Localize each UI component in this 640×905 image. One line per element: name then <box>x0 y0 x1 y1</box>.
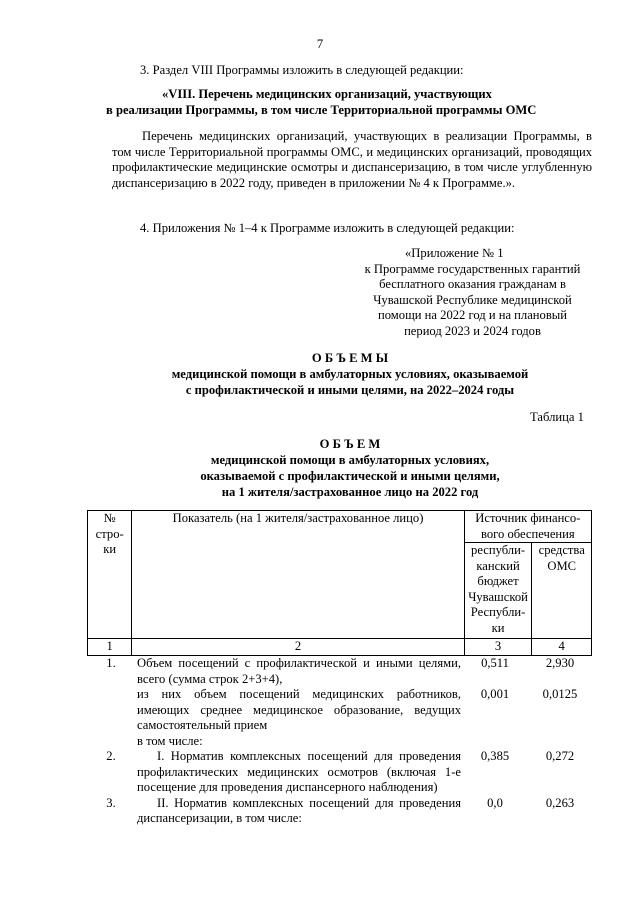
table-row <box>87 734 592 750</box>
row-oms-value <box>529 734 591 750</box>
row-number: 2. <box>106 749 116 763</box>
table-row <box>87 749 592 796</box>
table-row <box>87 656 592 687</box>
main-title: О Б Ъ Е М Ы <box>311 351 389 365</box>
table-body <box>87 656 592 827</box>
row-oms-value: 0,272 <box>545 749 575 763</box>
volume-table <box>87 510 592 656</box>
page-number: 7 <box>316 37 324 51</box>
row-text: в том числе: <box>137 733 203 748</box>
main-subtitle-line: медицинской помощи в амбулаторных условиях, оказываемой <box>171 367 529 381</box>
column-number: 1 <box>88 639 132 656</box>
section-title-line-1: «VIII. Перечень медицинских организаций, участвующих <box>162 87 492 101</box>
row-text: из них объем посещений медицинских работников, имеющих среднее медицинское образование, ведущих самостоятельный прием <box>137 687 461 732</box>
table-row <box>87 796 592 827</box>
row-budget-value: 0,511 <box>481 656 509 670</box>
row-text: I. Норматив комплексных посещений для проведения профилактических медицинских осмотров (включая 1-е посещение для проведения диспансерного наблюдения) <box>137 749 461 794</box>
column-number: 2 <box>132 639 464 656</box>
main-subtitle-line: с профилактической и иными целями, на 2022–2024 годы <box>185 383 515 397</box>
appendix-line: к Программе государственных гарантий <box>364 261 581 276</box>
table-subtitle-line: медицинской помощи в амбулаторных условиях, <box>210 453 490 467</box>
table-row <box>87 687 592 734</box>
appendix-line: помощи на 2022 год и на плановый <box>378 308 567 322</box>
column-number: 3 <box>464 639 532 656</box>
appendix-line: период 2023 и 2024 годов <box>404 323 541 338</box>
header-funding-source: Источник финансо-вого обеспечения <box>464 511 591 543</box>
appendix-line: бесплатного оказания гражданам в <box>379 277 566 291</box>
row-budget-value: 0,385 <box>480 749 510 763</box>
row-budget-value: 0,001 <box>480 687 510 701</box>
column-number: 4 <box>532 639 592 656</box>
row-text: II. Норматив комплексных посещений для проведения диспансеризации, в том числе: <box>137 795 461 825</box>
item-3: 3. Раздел VIII Программы изложить в следующей редакции: <box>140 63 464 77</box>
header-republic-budget: республи-канский бюджет Чувашской Республи-ки <box>464 543 532 639</box>
section-title-line-2: в реализации Программы, в том числе Территориальной программы ОМС <box>106 103 537 117</box>
header-indicator: Показатель (на 1 жителя/застрахованное лицо) <box>132 511 464 639</box>
row-text: Объем посещений с профилактической и иными целями, всего (сумма строк 2+3+4), <box>137 656 461 686</box>
item-4: 4. Приложения № 1–4 к Программе изложить в следующей редакции: <box>140 221 515 235</box>
row-budget-value: 0,0 <box>487 795 503 810</box>
appendix-note <box>345 246 600 339</box>
row-number <box>87 687 135 734</box>
appendix-line: Чувашской Республике медицинской <box>373 292 572 307</box>
header-oms-funds: средства ОМС <box>532 543 592 639</box>
header-row-number: № стро-ки <box>88 511 132 639</box>
table-label: Таблица 1 <box>530 410 584 424</box>
appendix-line: «Приложение № 1 <box>405 246 504 260</box>
row-oms-value: 0,263 <box>545 795 575 810</box>
row-oms-value: 2,930 <box>545 656 575 670</box>
row-number: 3. <box>106 795 116 810</box>
section-paragraph: Перечень медицинских организаций, участвующих в реализации Программы, в том числе Территориальной программы ОМС, и медицинских организаций, проводящих профилактические медицинские осмотры и диспансеризацию, в том числе углубленную диспансеризацию в 2022 году, приведен в приложении № 4 к Программе.». <box>112 129 592 190</box>
row-number: 1. <box>106 656 116 670</box>
row-oms-value: 0,0125 <box>542 687 578 701</box>
row-number <box>87 734 135 750</box>
table-subtitle-line: на 1 жителя/застрахованное лицо на 2022 год <box>221 485 479 499</box>
table-subtitle-line: оказываемой с профилактической и иными целями, <box>200 469 500 483</box>
row-budget-value <box>461 734 529 750</box>
table-title: О Б Ъ Е М <box>319 437 381 451</box>
